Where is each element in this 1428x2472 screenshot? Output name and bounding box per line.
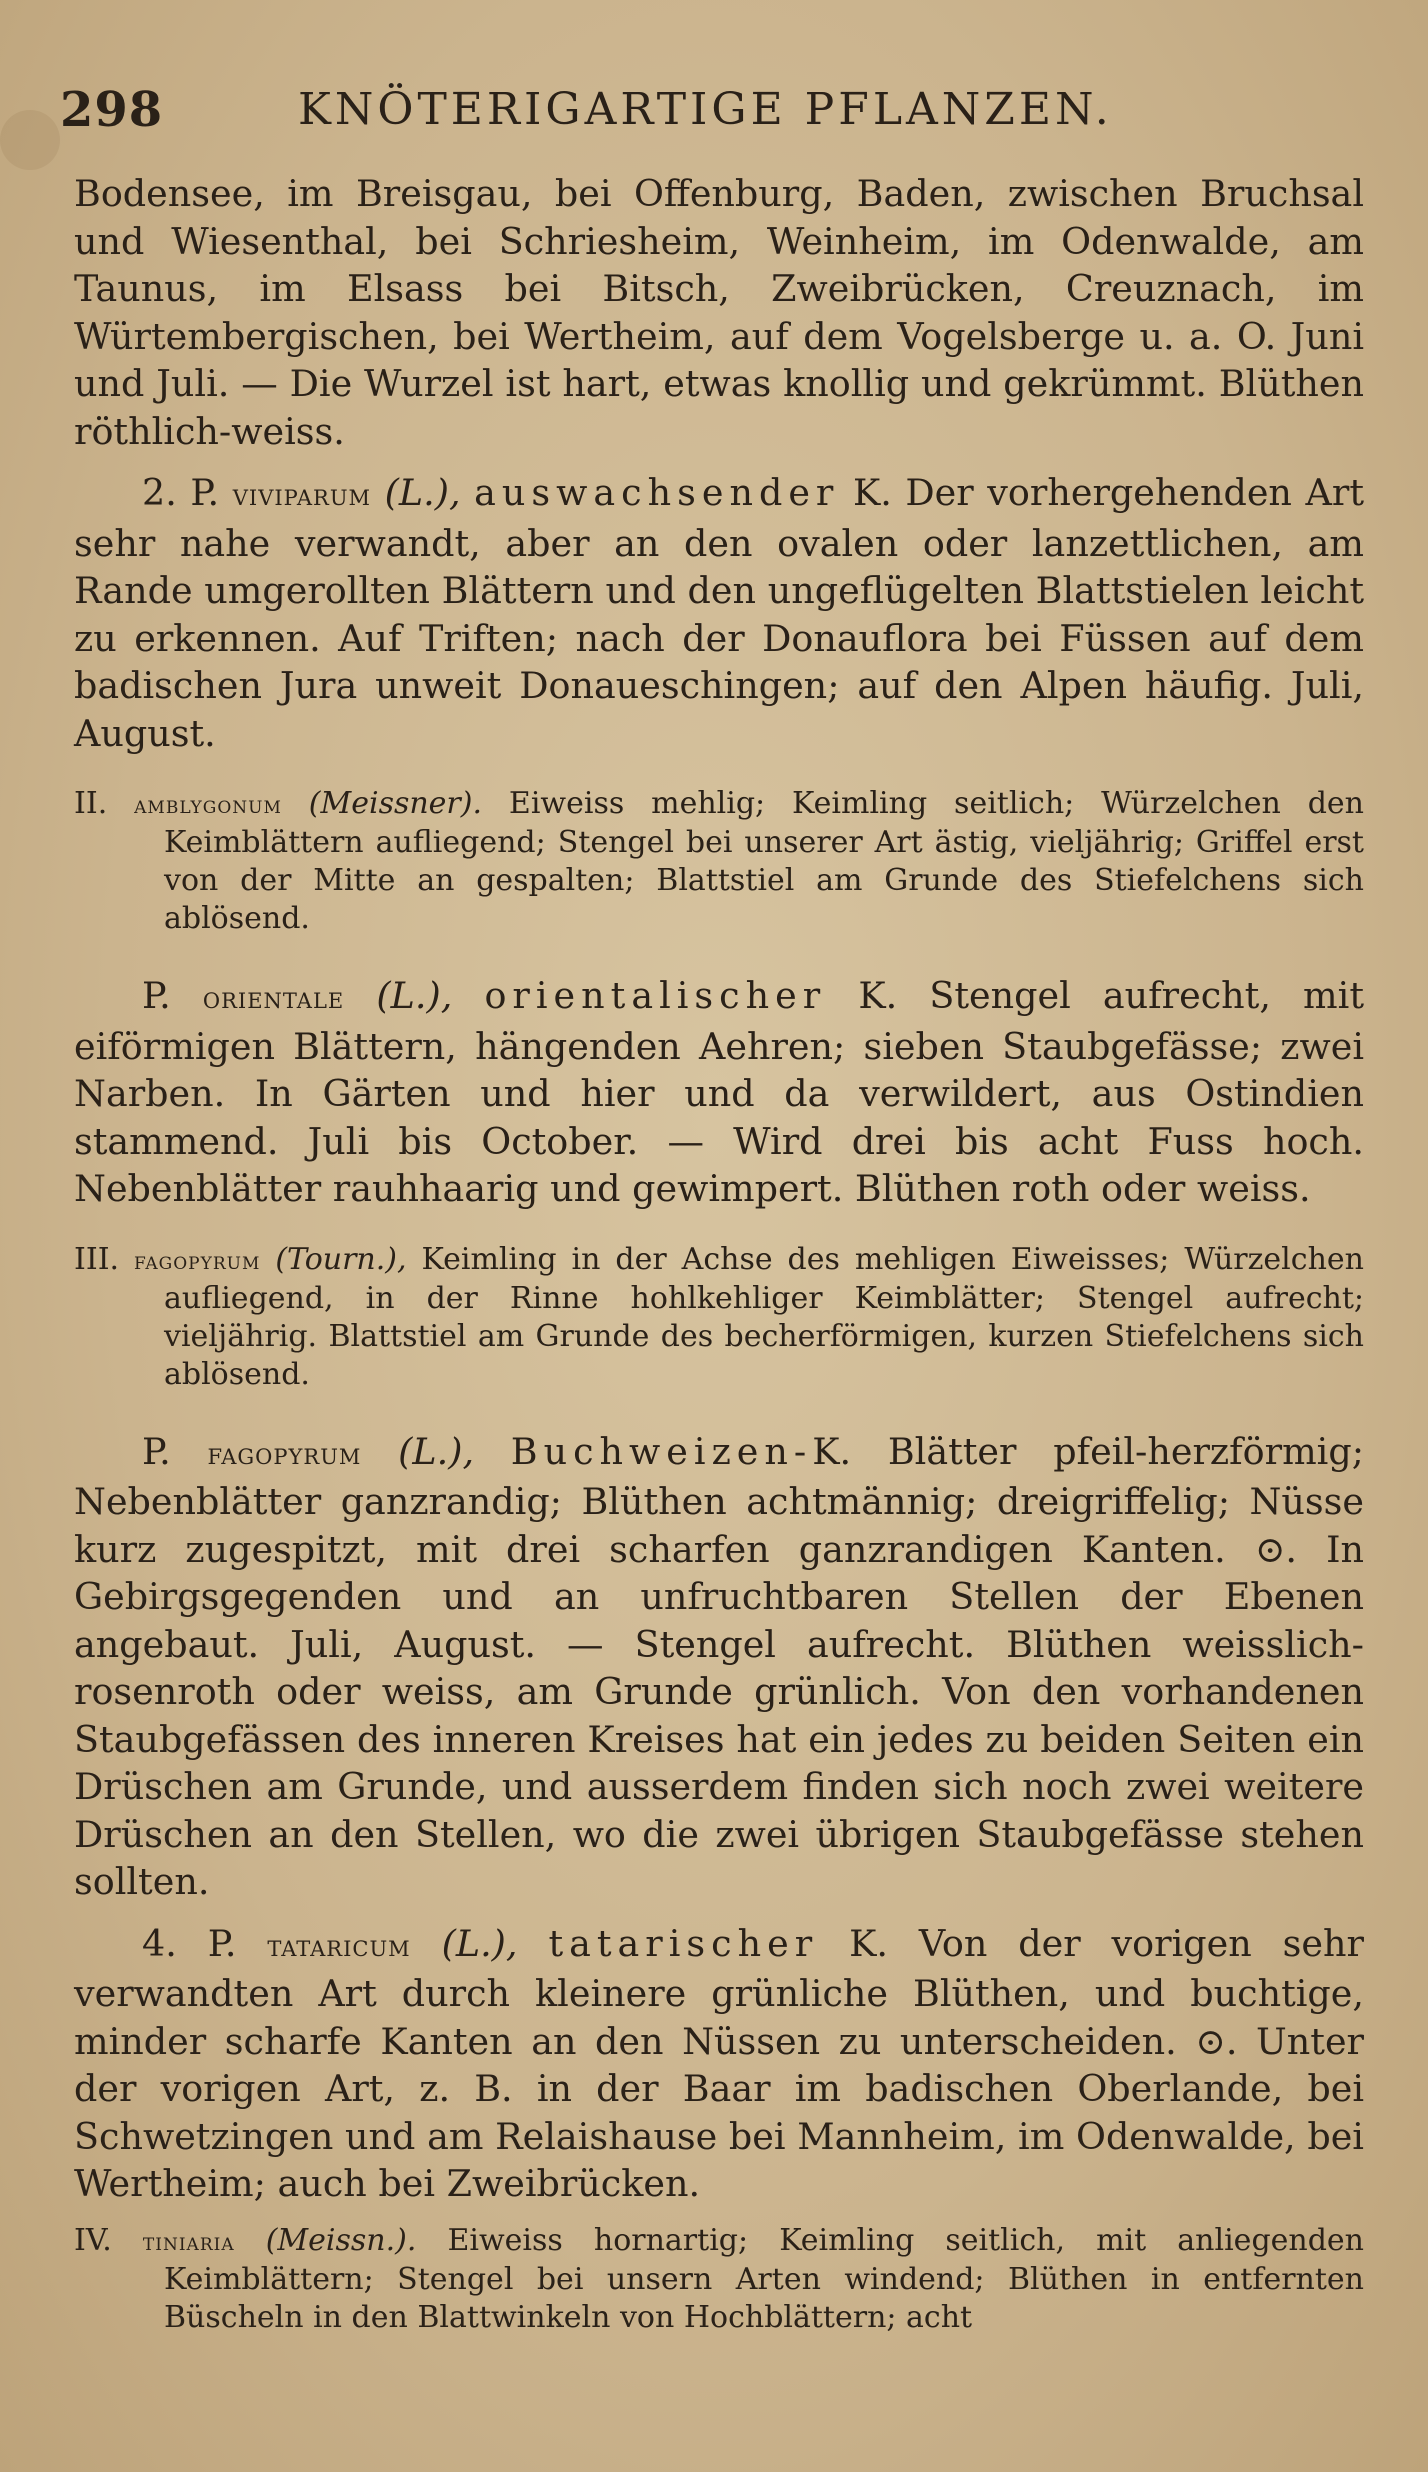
genus-number: II. bbox=[74, 786, 108, 821]
species-number: 4. P. bbox=[142, 1921, 237, 1965]
species-tataricum bbox=[74, 1920, 1364, 2208]
species-common-suffix: K. bbox=[849, 1921, 888, 1965]
species-fagopyrum bbox=[74, 1428, 1364, 1906]
species-number: P. bbox=[142, 974, 171, 1017]
page-header bbox=[60, 82, 1390, 152]
species-description: Blätter pfeil-herzförmig; Nebenblätter ganzrandig; Blüthen achtmännig; dreigriffelig; Nüsse kurz zugespitzt, mit drei scharfen ganzrandigen Kanten. ⊙. In Gebirgsgegenden und an unfruchtbaren Stellen der Ebenen angebaut. Juli, August. — Stengel aufrecht. Blüthen weisslich-rosenroth oder weiss, am Grunde grünlich. Von den vorhandenen Staubgefässen des inneren Kreises hat ein jedes zu beiden Seiten ein Drüschen am Grunde, und ausserdem finden sich noch zwei weitere Drüschen an den Stellen, wo die zwei übrigen Staubgefässe stehen sollten. bbox=[74, 1429, 1365, 1903]
species-common-name: Buchweizen- bbox=[510, 1429, 813, 1473]
species-authority: (L.), bbox=[441, 1921, 518, 1965]
paragraph-localities: Bodensee, im Breisgau, bei Offenburg, Baden, zwischen Bruchsal und Wiesenthal, bei Schriesheim, Weinheim, im Odenwalde, am Taunus, im Elsass bei Bitsch, Zweibrücken, Creuznach, im Würtembergischen, bei Wertheim, auf dem Vogelsberge u. a. O. Juni und Juli. — Die Wurzel ist hart, etwas knollig und gekrümmt. Blüthen röthlich-weiss. bbox=[74, 172, 1364, 453]
species-name: orientale bbox=[202, 981, 345, 1016]
running-title: KNÖTERIGARTIGE PFLANZEN. bbox=[298, 84, 1113, 135]
genus-authority: (Tourn.), bbox=[275, 1241, 407, 1277]
body-text bbox=[74, 170, 1364, 2337]
paper-stain bbox=[0, 110, 60, 170]
species-viviparum bbox=[74, 469, 1364, 757]
genus-number: IV. bbox=[74, 2222, 112, 2258]
species-common-suffix: K. bbox=[812, 1429, 852, 1473]
genus-authority: (Meissner). bbox=[308, 786, 483, 821]
species-common-name: auswachsender bbox=[474, 471, 840, 514]
species-orientale bbox=[74, 972, 1364, 1213]
genus-fagopyrum bbox=[74, 1241, 1364, 1394]
species-name: fagopyrum bbox=[207, 1436, 362, 1472]
species-number: 2. P. bbox=[142, 471, 220, 514]
species-authority: (L.), bbox=[398, 1429, 475, 1473]
species-description: Der vorhergehenden Art sehr nahe verwandt, aber an den ovalen oder lanzettlichen, am Rande umgerollten Blättern und den ungeflügelten Blattstielen leicht zu erkennen. Auf Triften; nach der Donauflora bei Füssen auf dem badischen Jura unweit Donaueschingen; auf den Alpen häufig. Juli, August. bbox=[74, 471, 1364, 755]
species-name: viviparum bbox=[232, 478, 372, 513]
genus-description: Eiweiss mehlig; Keimling seitlich; Würzelchen den Keimblättern aufliegend; Stengel bei unserer Art ästig, vieljährig; Griffel erst von der Mitte an gespalten; Blattstiel am Grunde des Stiefelchens sich ablösend. bbox=[164, 786, 1364, 936]
species-common-suffix: K. bbox=[858, 974, 898, 1017]
species-description: Stengel aufrecht, mit eiförmigen Blättern, hängenden Aehren; sieben Staubgefässe; zwei Narben. In Gärten und hier und da verwildert, aus Ostindien stammend. Juli bis October. — Wird drei bis acht Fuss hoch. Nebenblätter rauhhaarig und gewimpert. Blüthen roth oder weiss. bbox=[74, 974, 1365, 1210]
species-authority: (L.), bbox=[376, 974, 453, 1017]
genus-number: III. bbox=[74, 1241, 120, 1277]
species-description: Von der vorigen sehr verwandten Art durch kleinere grünliche Blüthen, und buchtige, minder scharfe Kanten an den Nüssen zu unterscheiden. ⊙. Unter der vorigen Art, z. B. in der Baar im badischen Oberlande, bei Schwetzingen und am Relaishause bei Mannheim, im Odenwalde, bei Wertheim; auch bei Zweibrücken. bbox=[74, 1921, 1364, 2205]
species-common-name: orientalischer bbox=[484, 974, 827, 1017]
genus-name: fagopyrum bbox=[134, 1246, 261, 1275]
species-authority: (L.), bbox=[384, 471, 461, 514]
genus-name: tiniaria bbox=[142, 2227, 235, 2256]
species-common-suffix: K. bbox=[852, 471, 892, 514]
genus-authority: (Meissn.). bbox=[265, 2222, 417, 2258]
genus-description: Eiweiss hornartig; Keimling seitlich, mit anliegenden Keimblättern; Stengel bei unsern Arten windend; Blüthen in entfernten Büscheln in den Blattwinkeln von Hochblättern; acht bbox=[164, 2222, 1364, 2335]
genus-amblygonum bbox=[74, 785, 1364, 938]
species-name: tataricum bbox=[267, 1928, 411, 1964]
page-number: 298 bbox=[60, 82, 164, 138]
species-common-name: tatarischer bbox=[548, 1921, 819, 1965]
species-number: P. bbox=[142, 1429, 171, 1473]
genus-description: Keimling in der Achse des mehligen Eiweisses; Würzelchen aufliegend, in der Rinne hohlkehliger Keimblätter; Stengel aufrecht; vieljährig. Blattstiel am Grunde des becherförmigen, kurzen Stiefelchens sich ablösend. bbox=[164, 1241, 1364, 1392]
genus-tiniaria bbox=[74, 2222, 1364, 2337]
genus-name: amblygonum bbox=[134, 791, 282, 819]
